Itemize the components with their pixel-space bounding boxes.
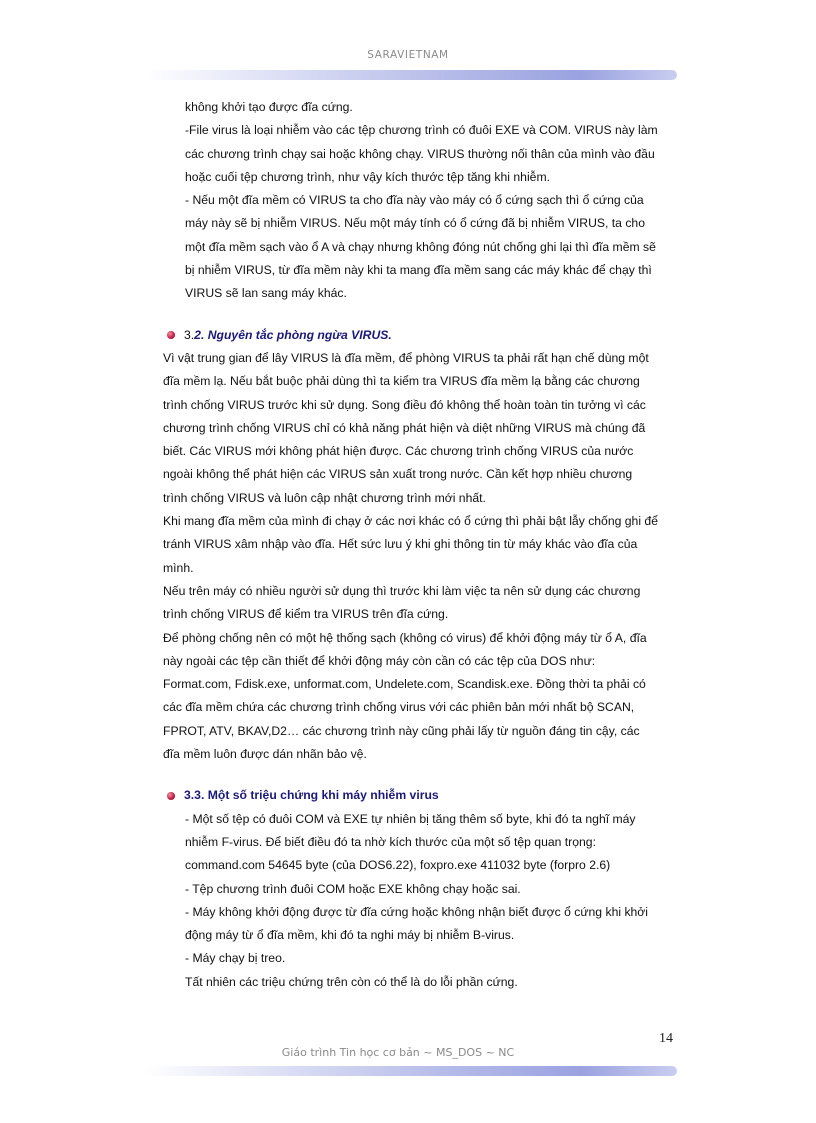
page-number: 14 [659, 1031, 673, 1046]
text-line: Khi mang đĩa mềm của mình đi chạy ở các nơi khác có ổ cứng thì phải bật lẫy chống ghi để [163, 514, 658, 529]
text-line: này ngoài các tệp cần thiết để khởi động máy còn cần có các tệp của DOS như: [163, 653, 596, 668]
header-divider [145, 70, 677, 80]
text-line: Vì vật trung gian để lây VIRUS là đĩa mềm, để phòng VIRUS ta phải rất hạn chế dùng một [163, 350, 649, 365]
text-line: - Một số tệp có đuôi COM và EXE tự nhiên bị tăng thêm số byte, khi đó ta nghĩ máy [185, 811, 636, 826]
text-line: ngoài không thể phát hiện các VIRUS sản xuất trong nước. Cần kết hợp nhiều chương [163, 467, 633, 482]
text-line: -File virus là loại nhiễm vào các tệp chương trình có đuôi EXE và COM. VIRUS này làm [185, 123, 658, 138]
text-line: động máy từ ổ đĩa mềm, khi đó ta nghi máy bị nhiễm B-virus. [185, 928, 515, 943]
text-line: VIRUS sẽ lan sang máy khác. [185, 286, 347, 301]
text-line: biết. Các VIRUS mới không phát hiện được. Các chương trình chống VIRUS của nước [163, 444, 634, 459]
section-3-3-body [163, 808, 683, 994]
page-header-title: SARAVIETNAM [367, 49, 449, 61]
section-title: 2. Nguyên tắc phòng ngừa VIRUS. [194, 327, 392, 342]
text-line: - Máy chạy bị treo. [185, 951, 286, 966]
text-line: mình. [163, 560, 194, 575]
footer-divider [145, 1066, 677, 1076]
text-line: các chương trình chạy sai hoặc không chạy. VIRUS thường nối thân của mình vào đầu [185, 146, 655, 161]
section-number: 3. [184, 327, 195, 342]
bullet-icon [167, 792, 175, 800]
bullet-icon [167, 331, 175, 339]
text-line: tránh VIRUS xâm nhập vào đĩa. Hết sức lưu ý khi ghi thông tin từ máy khác vào đĩa của [163, 537, 638, 552]
intro-paragraph [163, 96, 683, 306]
text-line: trình chống VIRUS trước khi sử dụng. Song điều đó không thể hoàn toàn tin tưởng vì các [163, 397, 646, 412]
section-heading-3-2 [163, 324, 683, 347]
section-heading-3-3 [163, 784, 683, 807]
page-content [163, 96, 683, 994]
footer-text: Giáo trình Tin học cơ bản ~ MS_DOS ~ NC [281, 1046, 515, 1059]
text-line: đĩa mềm lạ. Nếu bắt buộc phải dùng thì ta kiểm tra VIRUS đĩa mềm lạ bằng các chương [163, 374, 640, 389]
text-line: nhiễm F-virus. Để biết điều đó ta nhờ kích thước của một số tệp quan trọng: [185, 834, 596, 849]
section-3-2-body [163, 347, 683, 766]
text-line: command.com 54645 byte (của DOS6.22), foxpro.exe 411032 byte (forpro 2.6) [185, 858, 611, 873]
text-line: trình chống VIRUS và luôn cập nhật chương trình mới nhất. [163, 490, 486, 505]
text-line: - Máy không khởi động được từ đĩa cứng hoặc không nhận biết được ổ cứng khi khởi [185, 904, 649, 919]
text-line: bị nhiễm VIRUS, từ đĩa mềm này khi ta mang đĩa mềm sang các máy khác để chạy thì [185, 263, 652, 278]
text-line: Format.com, Fdisk.exe, unformat.com, Undelete.com, Scandisk.exe. Đồng thời ta phải có [163, 677, 646, 692]
text-line: chương trình chống VIRUS chỉ có khả năng phát hiện và diệt những VIRUS mà chúng đã [163, 420, 646, 435]
text-line: Nếu trên máy có nhiều người sử dụng thì trước khi làm việc ta nên sử dụng các chương [163, 583, 641, 598]
section-title: .3. Một số triệu chứng khi máy nhiễm virus [190, 788, 439, 803]
text-line: một đĩa mềm sạch vào ổ A và chạy nhưng không đóng nút chống ghi lại thì đĩa mềm sẽ [185, 239, 656, 254]
text-line: máy này sẽ bị nhiễm VIRUS. Nếu một máy tính có ổ cứng đã bị nhiễm VIRUS, ta cho [185, 216, 645, 231]
text-line: hoặc cuối tệp chương trình, như vậy kích thước tệp tăng khi nhiễm. [185, 169, 550, 184]
text-line: - Tệp chương trình đuôi COM hoặc EXE không chạy hoặc sai. [185, 881, 521, 896]
text-line: Để phòng chống nên có một hệ thống sạch (không có virus) để khởi động máy từ ổ A, đĩa [163, 630, 647, 645]
text-line: trình chống VIRUS để kiểm tra VIRUS trên đĩa cứng. [163, 607, 449, 622]
text-line: FPROT, ATV, BKAV,D2… các chương trình này cũng phải lấy từ nguồn đáng tin cậy, các [163, 723, 640, 738]
text-line: - Nếu một đĩa mềm có VIRUS ta cho đĩa này vào máy có ổ cứng sạch thì ổ cứng của [185, 193, 644, 208]
text-line: đĩa mềm luôn được dán nhãn bảo vệ. [163, 747, 367, 762]
text-line: Tất nhiên các triệu chứng trên còn có thể là do lỗi phần cứng. [185, 974, 518, 989]
text-line: không khởi tạo được đĩa cứng. [185, 100, 353, 114]
section-number: 3 [184, 788, 191, 803]
text-line: các đĩa mềm chứa các chương trình chống virus với các phiên bản mới nhất bộ SCAN, [163, 700, 635, 715]
